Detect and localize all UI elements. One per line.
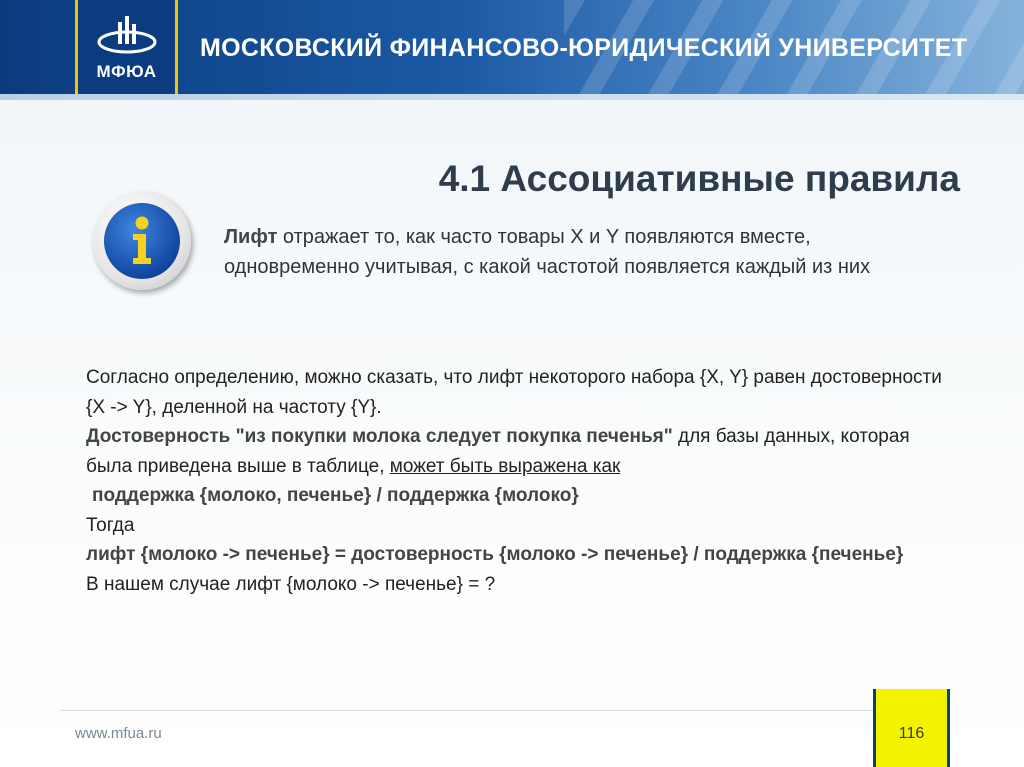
body-line-confidence bbox=[86, 422, 946, 481]
page-number: 116 bbox=[898, 725, 925, 742]
logo-text: МФЮА bbox=[96, 62, 157, 81]
body-text bbox=[86, 363, 946, 599]
body-line-then: Тогда bbox=[86, 514, 135, 536]
confidence-underlined: может быть выражена как bbox=[389, 455, 621, 477]
header-bar bbox=[0, 0, 1024, 100]
info-icon bbox=[93, 192, 191, 290]
intro-paragraph bbox=[224, 222, 924, 282]
confidence-bold: Достоверность "из покупки молока следует покупка печенья" bbox=[86, 426, 673, 447]
footer-url[interactable]: www.mfua.ru bbox=[75, 725, 162, 742]
intro-term: Лифт bbox=[224, 226, 278, 248]
university-name: МОСКОВСКИЙ ФИНАНСОВО-ЮРИДИЧЕСКИЙ УНИВЕРСИТЕТ bbox=[200, 34, 968, 62]
logo-emblem-icon bbox=[96, 12, 158, 60]
body-line-definition: Согласно определению, можно сказать, что лифт некоторого набора {X, Y} равен достоверности {X -> Y}, деленной на частоту {Y}. bbox=[86, 367, 942, 418]
intro-text: отражает то, как часто товары X и Y появляются вместе, одновременно учитывая, с какой частотой появляется каждый из них bbox=[224, 226, 871, 278]
body-line-question: В нашем случае лифт {молоко -> печенье} = ? bbox=[86, 573, 496, 595]
formula-lift: лифт {молоко -> печенье} = достоверность {молоко -> печенье} / поддержка {печенье} bbox=[86, 544, 904, 565]
page-number-box bbox=[873, 689, 950, 767]
formula-support: поддержка {молоко, печенье} / поддержка {молоко} bbox=[92, 485, 579, 506]
slide-title: 4.1 Ассоциативные правила bbox=[438, 158, 960, 199]
confidence-rest: для базы данных, которая была приведена выше в таблице, bbox=[86, 426, 910, 477]
info-glyph-icon bbox=[103, 202, 181, 280]
footer-divider bbox=[60, 710, 900, 711]
university-logo[interactable] bbox=[75, 0, 178, 100]
